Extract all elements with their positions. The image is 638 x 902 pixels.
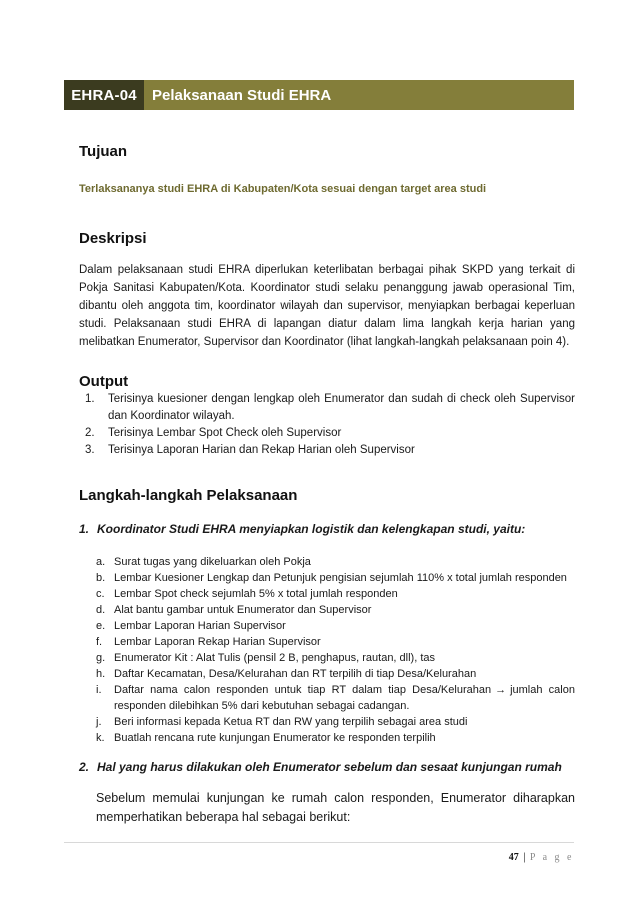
- output-list: [85, 391, 575, 459]
- list-item: k. Buatlah rencana rute kunjungan Enumerator ke responden terpilih: [96, 732, 436, 744]
- section-header: [64, 80, 574, 110]
- step-1-title: 1. Koordinator Studi EHRA menyiapkan logistik dan kelengkapan studi, yaitu:: [79, 522, 526, 536]
- list-item: 1. Terisinya kuesioner dengan lengkap oleh Enumerator dan sudah di check oleh Supervisor dan Koordinator wilayah.: [85, 393, 575, 422]
- heading-langkah: Langkah-langkah Pelaksanaan: [79, 487, 298, 504]
- list-item: b. Lembar Kuesioner Lengkap dan Petunjuk pengisian sejumlah 110% x total jumlah responden: [96, 572, 567, 584]
- page-footer: 47 | P a g e: [508, 852, 574, 863]
- arrow-right-icon: →: [495, 684, 507, 696]
- step-2-text: Sebelum memulai kunjungan ke rumah calon responden, Enumerator diharapkan memperhatikan beberapa hal sebagai berikut:: [96, 791, 575, 824]
- list-item: c. Lembar Spot check sejumlah 5% x total jumlah responden: [96, 588, 398, 600]
- list-item: e. Lembar Laporan Harian Supervisor: [96, 620, 286, 632]
- tujuan-text: Terlaksananya studi EHRA di Kabupaten/Kota sesuai dengan target area studi: [79, 183, 487, 195]
- section-title: Pelaksanaan Studi EHRA: [144, 80, 574, 110]
- list-item: g. Enumerator Kit : Alat Tulis (pensil 2 B, penghapus, rautan, dll), tas: [96, 652, 436, 664]
- list-item: j. Beri informasi kepada Ketua RT dan RW yang terpilih sebagai area studi: [96, 716, 468, 728]
- heading-tujuan: Tujuan: [79, 143, 128, 160]
- step-2-title: 2. Hal yang harus dilakukan oleh Enumerator sebelum dan sesaat kunjungan rumah: [79, 760, 562, 774]
- footer-divider: [64, 842, 574, 843]
- list-item: h. Daftar Kecamatan, Desa/Kelurahan dan RT terpilih di tiap Desa/Kelurahan: [96, 668, 477, 680]
- list-item: a. Surat tugas yang dikeluarkan oleh Pokja: [96, 556, 311, 568]
- list-item: 2. Terisinya Lembar Spot Check oleh Supervisor: [85, 427, 342, 439]
- heading-output: Output: [79, 373, 129, 390]
- logistics-list: [96, 554, 575, 746]
- deskripsi-text: Dalam pelaksanaan studi EHRA diperlukan keterlibatan berbagai pihak SKPD yang terkait di Pokja Sanitasi Kabupaten/Kota. Koordinator studi selaku penanggung jawab operasional Tim, dibantu oleh anggota tim, koordinator wilayah dan supervisor, menyiapkan berbagai keperluan studi. Pelaksanaan studi EHRA di lapangan diatur dalam lima langkah kerja harian yang melibatkan Enumerator, Supervisor dan Koordinator (lihat langkah-langkah pelaksanaan poin 4).: [79, 264, 575, 348]
- list-item: i. Daftar nama calon responden untuk tiap RT dalam tiap Desa/Kelurahan → jumlah calon responden dilebihkan 5% dari kebutuhan sebagai cadangan.: [96, 684, 575, 712]
- list-item: d. Alat bantu gambar untuk Enumerator dan Supervisor: [96, 604, 372, 616]
- list-item: f. Lembar Laporan Rekap Harian Supervisor: [96, 636, 321, 648]
- section-code: EHRA-04: [64, 80, 144, 110]
- page-number: 47: [508, 852, 519, 863]
- list-item: 3. Terisinya Laporan Harian dan Rekap Harian oleh Supervisor: [85, 444, 415, 456]
- heading-deskripsi: Deskripsi: [79, 230, 147, 247]
